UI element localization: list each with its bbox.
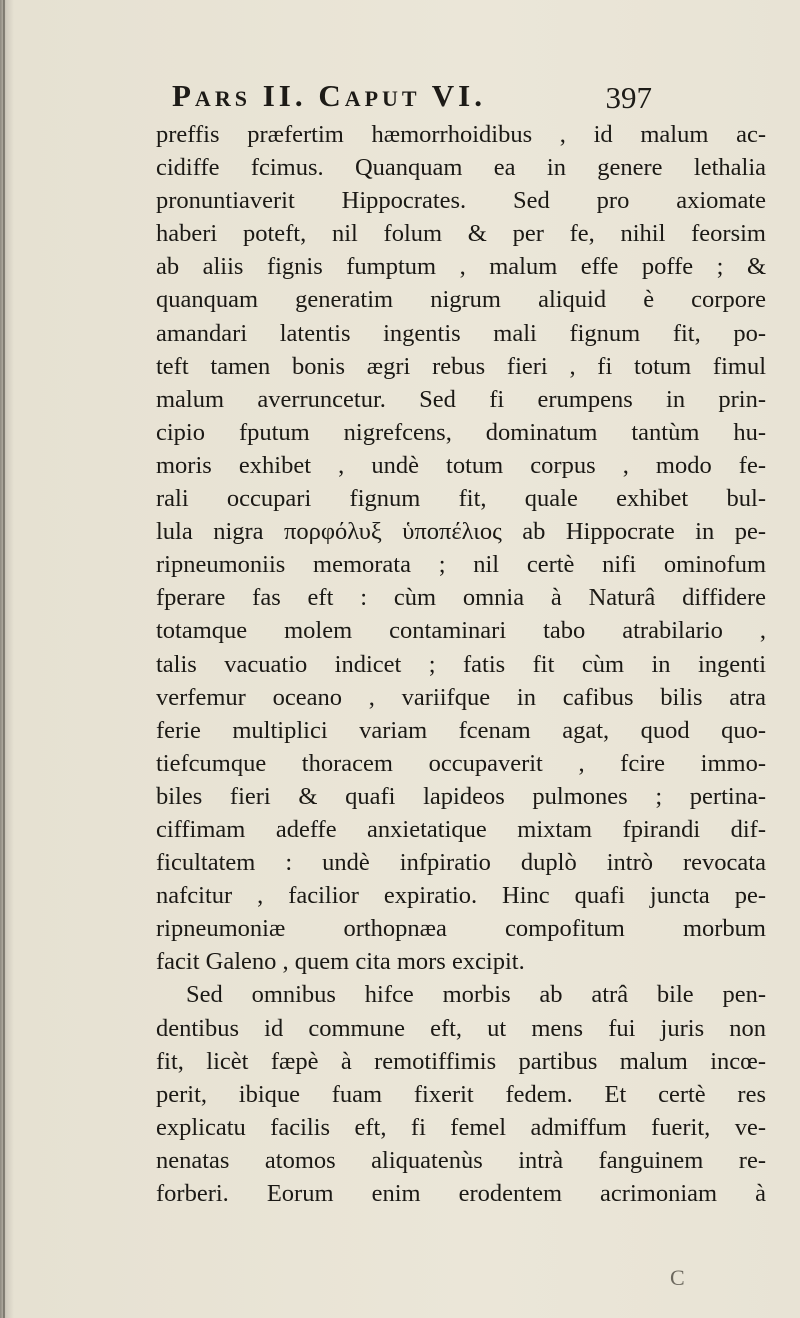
text-line: haberi poteft, nil folum & per fe, nihil feorsim [156,220,766,248]
text-line: amandari latentis ingentis mali fignum fit, po- [156,319,766,347]
text-line: cipio fputum nigrefcens, dominatum tantùm hu- [156,418,766,446]
text-line: Sed omnibus hifce morbis ab atrâ bile pen- [186,981,766,1009]
text-line: lula nigra πορφόλυξ ὑποπέλιος ab Hippocrate in pe- [156,518,766,546]
body-text [156,118,766,1210]
text-line: nafcitur , facilior expiratio. Hinc quafi juncta pe- [156,882,766,910]
text-line: ficultatem : undè infpiratio duplò intrò revocata [156,849,766,877]
text-line: fperare fas eft : cùm omnia à Naturâ diffidere [156,584,766,612]
text-line: pronuntiaverit Hippocrates. Sed pro axiomate [156,187,766,215]
text-line: malum averruncetur. Sed fi erumpens in prin- [156,385,766,413]
text-line: ciffimam adeffe anxietatique mixtam fpirandi dif- [156,815,766,843]
text-line: quanquam generatim nigrum aliquid è corpore [156,286,766,314]
text-line: talis vacuatio indicet ; fatis fit cùm in ingenti [156,650,766,678]
text-line: perit, ibique fuam fixerit fedem. Et certè res [156,1080,766,1108]
page-number: 397 [605,80,652,115]
text-line: cidiffe fcimus. Quanquam ea in genere lethalia [156,154,766,182]
text-line: preffis præfertim hæmorrhoidibus , id malum ac- [156,121,766,148]
text-line: ripneumoniis memorata ; nil certè nifi ominofum [156,551,766,579]
text-line: dentibus id commune eft, ut mens fui juris non [156,1014,766,1042]
page-gutter-edge [3,0,5,1318]
text-line: ripneumoniæ orthopnæa compofitum morbum [156,915,766,943]
text-line: explicatu facilis eft, fi femel admiffum fuerit, ve- [156,1113,766,1141]
text-line: nenatas atomos aliquatenùs intrà fanguinem re- [156,1146,766,1174]
text-line: biles fieri & quafi lapideos pulmones ; pertina- [156,782,766,810]
text-line: moris exhibet , undè totum corpus , modo fe- [156,451,766,479]
text-line: ab aliis fignis fumptum , malum effe poffe ; & [156,253,766,281]
text-line: totamque molem contaminari tabo atrabilario , [156,617,766,645]
text-line: tiefcumque thoracem occupaverit , fcire immo- [156,749,766,777]
text-line: rali occupari fignum fit, quale exhibet bul- [156,485,766,513]
text-line: forberi. Eorum enim erodentem acrimoniam à [156,1180,766,1207]
chapter-heading: Pars II. Caput VI. [172,78,486,113]
text-line: ferie multiplici variam fcenam agat, quod quo- [156,716,766,744]
text-line: facit Galeno , quem cita mors excipit. [156,948,525,976]
text-line: verfemur oceano , variifque in cafibus bilis atra [156,683,766,711]
signature-mark: C [670,1265,685,1290]
text-line: fit, licèt fæpè à remotiffimis partibus malum incœ- [156,1047,766,1075]
text-line: teft tamen bonis ægri rebus fieri , fi totum fimul [156,352,766,380]
